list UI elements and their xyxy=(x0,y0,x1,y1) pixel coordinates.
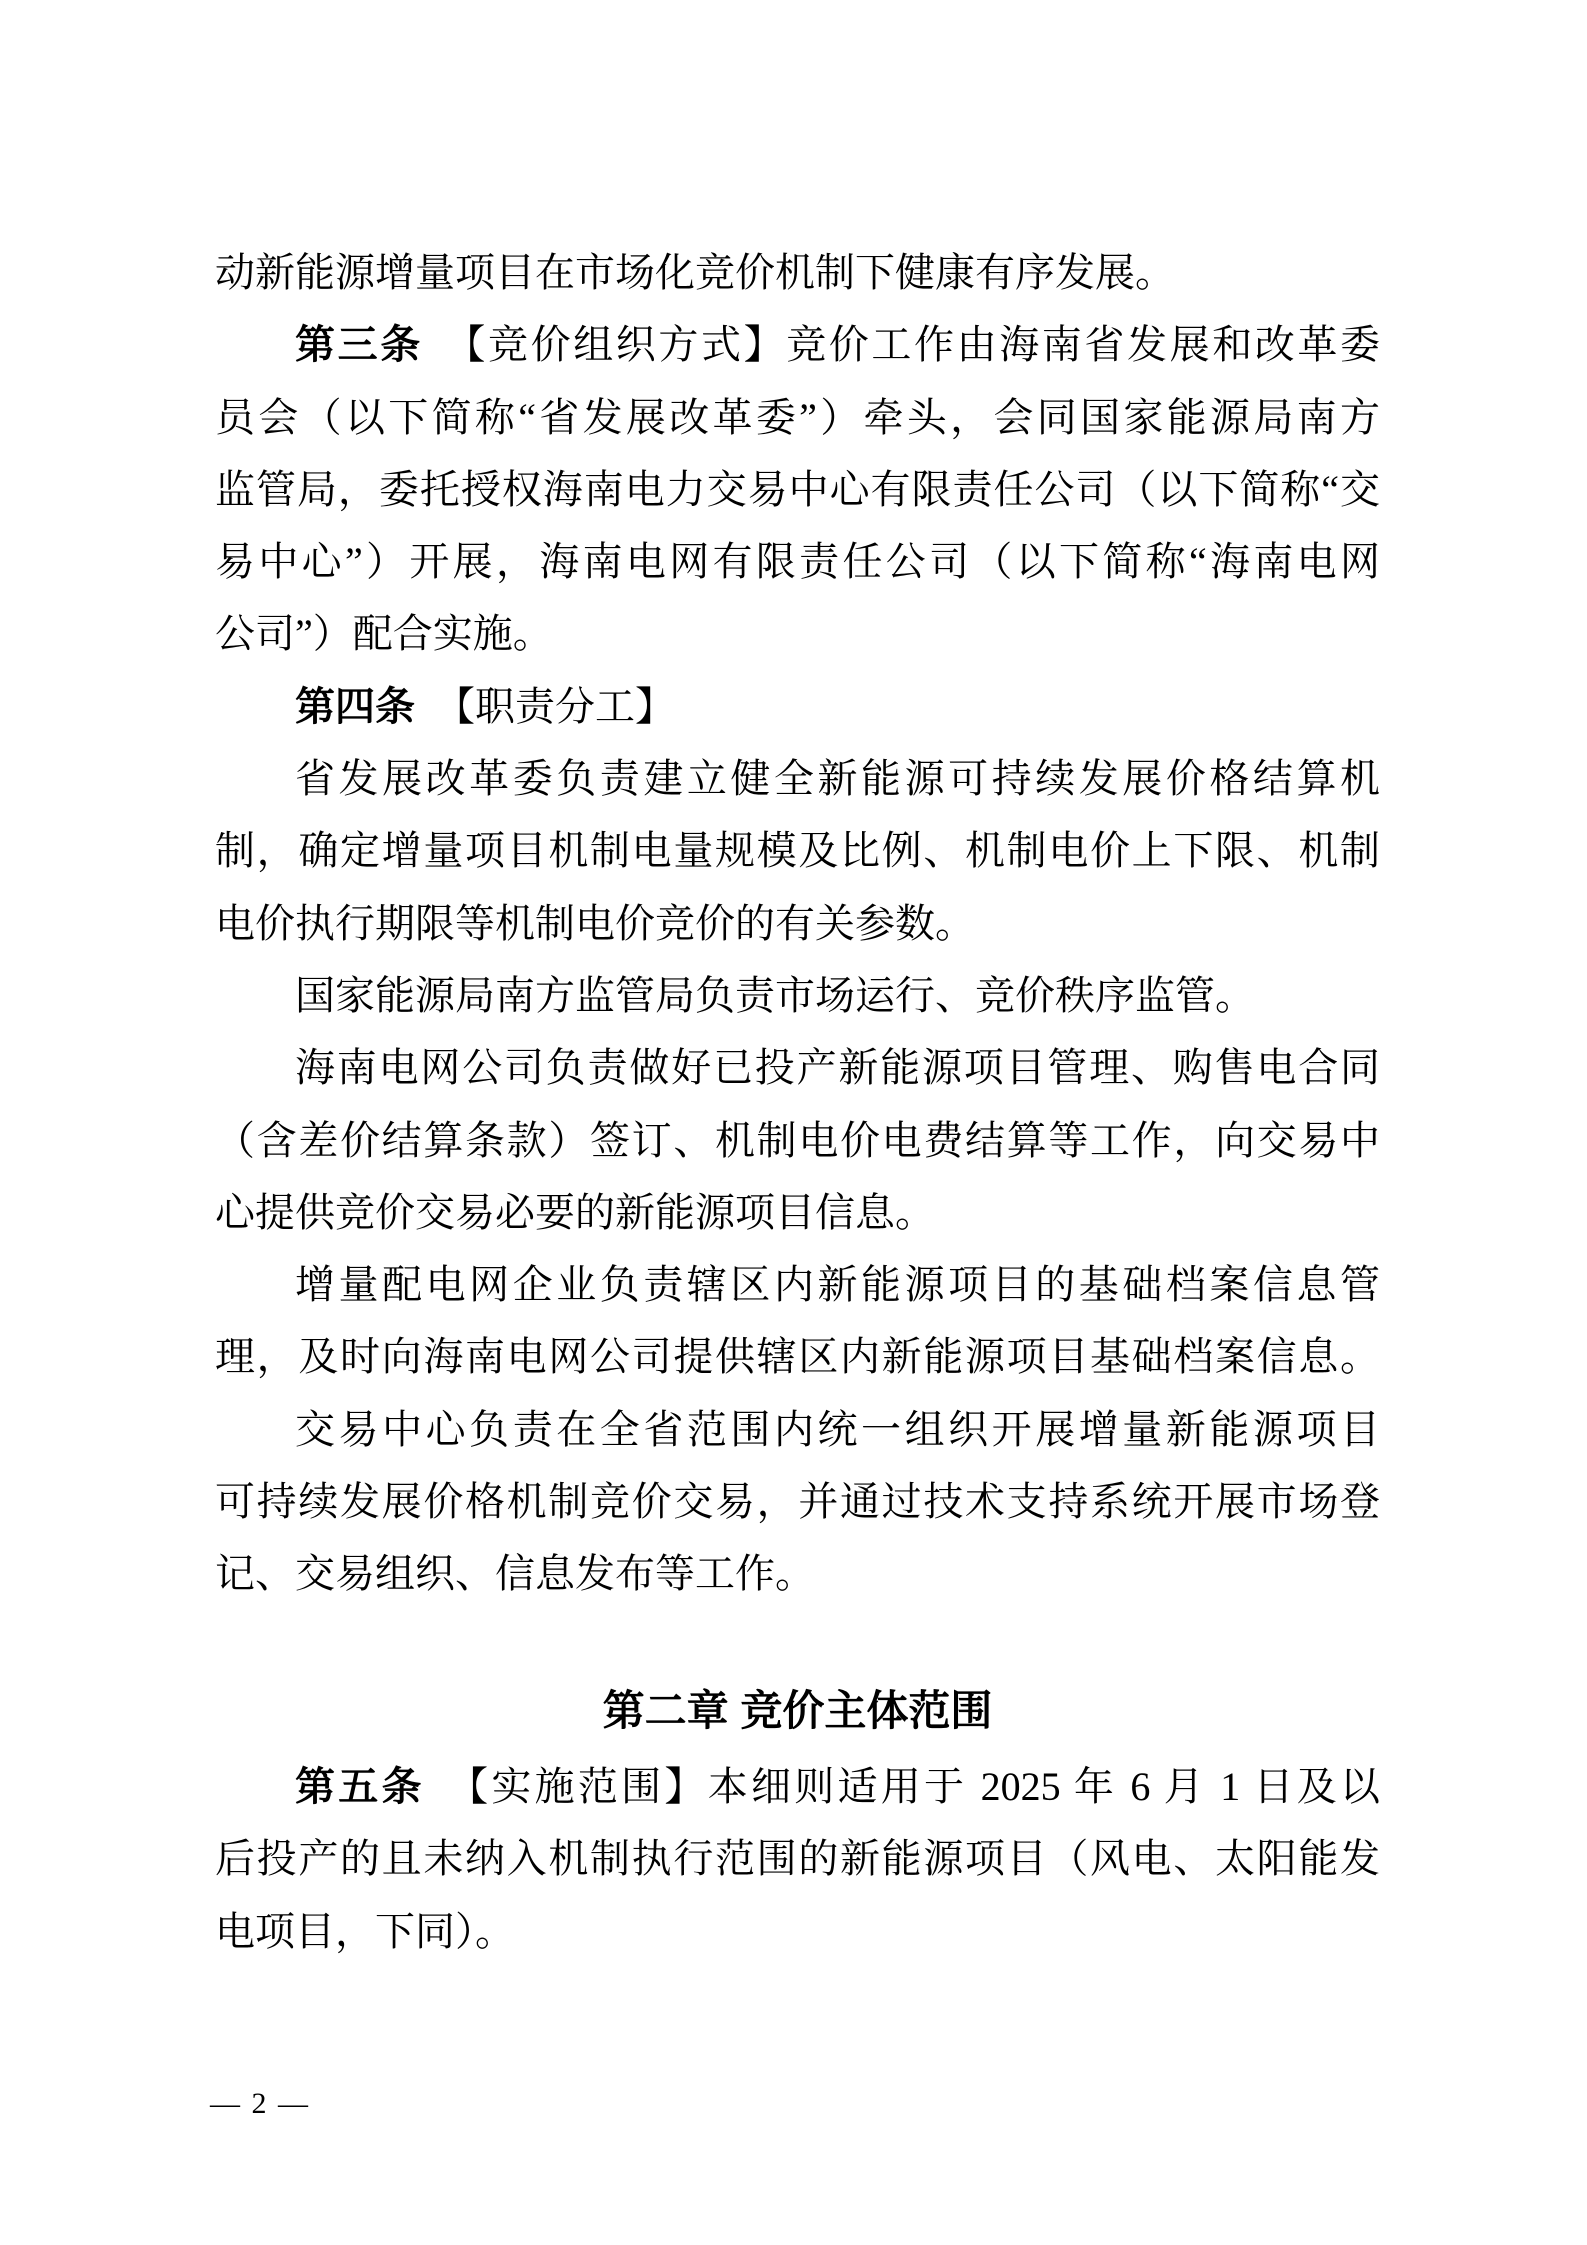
text-segment: 监管局，委托授权海南电力交易中心有限责任公司（以下简称“交 xyxy=(215,466,1380,512)
text-segment: 易中心”）开展，海南电网有限责任公司（以下简称“海南电网 xyxy=(215,539,1380,585)
document-text-block xyxy=(215,237,1380,1968)
text-line xyxy=(215,1538,1380,1610)
text-line xyxy=(215,1177,1380,1249)
text-line xyxy=(215,888,1380,960)
text-line xyxy=(215,382,1380,454)
text-line xyxy=(215,1105,1380,1177)
article-number-label: 第二章 竞价主体范围 xyxy=(602,1686,993,1734)
text-line xyxy=(215,1823,1380,1895)
text-line xyxy=(215,237,1380,309)
text-line xyxy=(215,1032,1380,1104)
text-segment: 电项目，下同）。 xyxy=(215,1908,515,1954)
text-segment: 公司”）配合实施。 xyxy=(215,611,553,657)
text-line xyxy=(215,1321,1380,1393)
text-segment: 记、交易组织、信息发布等工作。 xyxy=(215,1551,815,1597)
text-line xyxy=(215,1751,1380,1823)
text-segment: 交易中心负责在全省范围内统一组织开展增量新能源项目 xyxy=(295,1406,1380,1452)
text-segment: （含差价结算条款）签订、机制电价电费结算等工作，向交易中 xyxy=(215,1117,1380,1163)
text-line xyxy=(215,671,1380,743)
text-line xyxy=(215,309,1380,381)
article-number-label: 第三条 xyxy=(295,322,423,368)
chapter-heading xyxy=(215,1675,1380,1747)
page-number: — 2 — xyxy=(210,2087,310,2120)
text-segment: 【职责分工】 xyxy=(415,683,675,729)
article-number-label: 第五条 xyxy=(295,1763,425,1809)
text-line xyxy=(215,598,1380,670)
text-segment: 省发展改革委负责建立健全新能源可持续发展价格结算机 xyxy=(295,756,1380,802)
text-line xyxy=(215,1896,1380,1968)
text-segment: 海南电网公司负责做好已投产新能源项目管理、购售电合同 xyxy=(295,1045,1380,1091)
text-segment: 后投产的且未纳入机制执行范围的新能源项目（风电、太阳能发 xyxy=(215,1836,1380,1882)
text-segment: 制，确定增量项目机制电量规模及比例、机制电价上下限、机制 xyxy=(215,828,1380,874)
text-segment: 国家能源局南方监管局负责市场运行、竞价秩序监管。 xyxy=(295,972,1255,1018)
text-line xyxy=(215,1249,1380,1321)
text-line xyxy=(215,526,1380,598)
text-line xyxy=(215,743,1380,815)
text-segment: 心提供竞价交易必要的新能源项目信息。 xyxy=(215,1189,935,1235)
text-segment: 电价执行期限等机制电价竞价的有关参数。 xyxy=(215,900,975,946)
text-line xyxy=(215,454,1380,526)
text-line xyxy=(215,960,1380,1032)
text-line xyxy=(215,1466,1380,1538)
text-segment: 【实施范围】本细则适用于 2025 年 6 月 1 日及以 xyxy=(424,1763,1381,1809)
text-segment: 理，及时向海南电网公司提供辖区内新能源项目基础档案信息。 xyxy=(215,1334,1380,1380)
article-number-label: 第四条 xyxy=(295,683,415,729)
text-segment: 员会（以下简称“省发展改革委”）牵头，会同国家能源局南方 xyxy=(215,394,1380,440)
text-segment: 动新能源增量项目在市场化竞价机制下健康有序发展。 xyxy=(215,250,1175,295)
text-segment: 增量配电网企业负责辖区内新能源项目的基础档案信息管 xyxy=(295,1262,1380,1308)
text-segment: 可持续发展价格机制竞价交易，并通过技术支持系统开展市场登 xyxy=(215,1479,1380,1525)
text-segment: 【竞价组织方式】竞价工作由海南省发展和改革委 xyxy=(422,322,1381,368)
text-line xyxy=(215,1394,1380,1466)
text-line xyxy=(215,815,1380,887)
